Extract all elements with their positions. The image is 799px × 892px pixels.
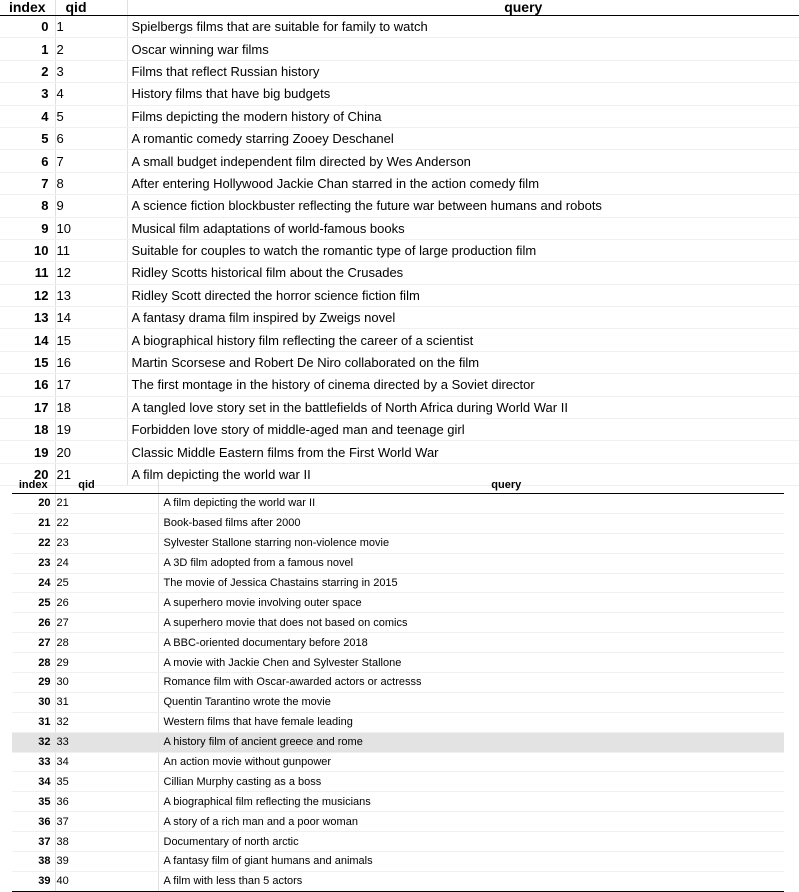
row-index: 6 <box>0 150 55 172</box>
row-index: 19 <box>0 441 55 463</box>
row-query: Documentary of north arctic <box>158 832 784 852</box>
row-index: 39 <box>12 871 55 891</box>
table-row <box>0 60 799 82</box>
row-index: 13 <box>0 307 55 329</box>
row-qid: 26 <box>55 593 158 613</box>
column-header-qid: qid <box>55 477 158 494</box>
table-row <box>0 172 799 194</box>
row-query: Films that reflect Russian history <box>127 60 799 82</box>
row-query: Films depicting the modern history of China <box>127 105 799 127</box>
row-index: 21 <box>12 513 55 533</box>
row-qid: 6 <box>55 127 127 149</box>
row-qid: 16 <box>55 351 127 373</box>
row-query: Book-based films after 2000 <box>158 513 784 533</box>
row-query: The first montage in the history of cinema directed by a Soviet director <box>127 374 799 396</box>
row-query: Oscar winning war films <box>127 38 799 60</box>
row-index: 7 <box>0 172 55 194</box>
row-qid: 1 <box>55 16 127 38</box>
row-qid: 34 <box>55 752 158 772</box>
row-query: Musical film adaptations of world-famous books <box>127 217 799 239</box>
row-query: A small budget independent film directed by Wes Anderson <box>127 150 799 172</box>
row-qid: 37 <box>55 812 158 832</box>
row-qid: 15 <box>55 329 127 351</box>
row-qid: 31 <box>55 692 158 712</box>
table-row <box>0 239 799 261</box>
row-qid: 35 <box>55 772 158 792</box>
table-row <box>12 573 784 593</box>
table-row <box>0 396 799 418</box>
row-query: A film with less than 5 actors <box>158 871 784 891</box>
row-index: 1 <box>0 38 55 60</box>
table-row <box>0 351 799 373</box>
header-row <box>0 0 799 16</box>
row-qid: 18 <box>55 396 127 418</box>
table-row <box>12 692 784 712</box>
column-header-query: query <box>158 477 784 494</box>
row-index: 17 <box>0 396 55 418</box>
row-index: 22 <box>12 533 55 553</box>
table-row <box>12 533 784 553</box>
row-qid: 24 <box>55 553 158 573</box>
table-row <box>12 871 784 891</box>
row-index: 26 <box>12 613 55 633</box>
row-query: A science fiction blockbuster reflecting the future war between humans and robots <box>127 195 799 217</box>
row-query: A film depicting the world war II <box>158 494 784 514</box>
table-row <box>0 284 799 306</box>
row-qid: 8 <box>55 172 127 194</box>
row-query: Spielbergs films that are suitable for family to watch <box>127 16 799 38</box>
table-row <box>12 553 784 573</box>
table-row <box>12 513 784 533</box>
row-qid: 30 <box>55 673 158 693</box>
row-query: A BBC-oriented documentary before 2018 <box>158 633 784 653</box>
row-index: 8 <box>0 195 55 217</box>
row-query: A movie with Jackie Chen and Sylvester Stallone <box>158 653 784 673</box>
row-index: 11 <box>0 262 55 284</box>
row-index: 36 <box>12 812 55 832</box>
row-index: 12 <box>0 284 55 306</box>
row-query: Classic Middle Eastern films from the First World War <box>127 441 799 463</box>
row-qid: 21 <box>55 463 127 485</box>
row-qid: 28 <box>55 633 158 653</box>
table-row <box>0 217 799 239</box>
row-qid: 27 <box>55 613 158 633</box>
row-index: 15 <box>0 351 55 373</box>
table-row <box>0 105 799 127</box>
row-index: 0 <box>0 16 55 38</box>
table-row <box>0 16 799 38</box>
table-row <box>0 83 799 105</box>
row-index: 4 <box>0 105 55 127</box>
row-index: 37 <box>12 832 55 852</box>
row-query: Ridley Scott directed the horror science fiction film <box>127 284 799 306</box>
table-row <box>12 593 784 613</box>
row-index: 5 <box>0 127 55 149</box>
row-index: 14 <box>0 329 55 351</box>
row-qid: 39 <box>55 852 158 872</box>
table-row <box>12 772 784 792</box>
row-query: A 3D film adopted from a famous novel <box>158 553 784 573</box>
row-qid: 9 <box>55 195 127 217</box>
table-row <box>12 712 784 732</box>
column-header-qid: qid <box>55 0 127 16</box>
row-query: The movie of Jessica Chastains starring in 2015 <box>158 573 784 593</box>
header-row <box>12 477 784 494</box>
row-query: After entering Hollywood Jackie Chan starred in the action comedy film <box>127 172 799 194</box>
column-header-index: index <box>0 0 55 16</box>
row-index: 3 <box>0 83 55 105</box>
row-index: 20 <box>0 463 55 485</box>
query-table-bottom <box>12 477 784 892</box>
table-row <box>12 812 784 832</box>
row-index: 25 <box>12 593 55 613</box>
table-row <box>0 150 799 172</box>
row-query: An action movie without gunpower <box>158 752 784 772</box>
row-qid: 11 <box>55 239 127 261</box>
table-row <box>12 752 784 772</box>
row-qid: 20 <box>55 441 127 463</box>
row-index: 10 <box>0 239 55 261</box>
row-index: 33 <box>12 752 55 772</box>
row-query: Forbidden love story of middle-aged man and teenage girl <box>127 419 799 441</box>
row-qid: 4 <box>55 83 127 105</box>
row-index: 30 <box>12 692 55 712</box>
column-header-query: query <box>127 0 799 16</box>
row-index: 29 <box>12 673 55 693</box>
table-row <box>0 307 799 329</box>
table-body <box>0 16 799 486</box>
table-row <box>0 195 799 217</box>
row-index: 23 <box>12 553 55 573</box>
row-qid: 2 <box>55 38 127 60</box>
row-qid: 19 <box>55 419 127 441</box>
row-index: 24 <box>12 573 55 593</box>
row-query: A superhero movie that does not based on comics <box>158 613 784 633</box>
row-query: Romance film with Oscar-awarded actors or actresss <box>158 673 784 693</box>
row-index: 18 <box>0 419 55 441</box>
row-query: A tangled love story set in the battlefields of North Africa during World War II <box>127 396 799 418</box>
table-row <box>0 441 799 463</box>
row-query: Western films that have female leading <box>158 712 784 732</box>
row-query: Quentin Tarantino wrote the movie <box>158 692 784 712</box>
row-query: Ridley Scotts historical film about the Crusades <box>127 262 799 284</box>
row-qid: 36 <box>55 792 158 812</box>
table-row <box>12 832 784 852</box>
row-index: 9 <box>0 217 55 239</box>
row-qid: 32 <box>55 712 158 732</box>
row-qid: 38 <box>55 832 158 852</box>
row-qid: 17 <box>55 374 127 396</box>
table-row <box>12 494 784 514</box>
table-row <box>0 374 799 396</box>
table-row <box>0 262 799 284</box>
row-index: 2 <box>0 60 55 82</box>
table-row <box>0 38 799 60</box>
column-header-index: index <box>12 477 55 494</box>
table-row <box>12 732 784 752</box>
table-row <box>12 792 784 812</box>
row-qid: 29 <box>55 653 158 673</box>
row-qid: 33 <box>55 732 158 752</box>
row-query: History films that have big budgets <box>127 83 799 105</box>
row-qid: 23 <box>55 533 158 553</box>
row-query: A story of a rich man and a poor woman <box>158 812 784 832</box>
table-row <box>0 329 799 351</box>
table-body <box>12 494 784 892</box>
table-row <box>12 673 784 693</box>
row-index: 28 <box>12 653 55 673</box>
row-qid: 13 <box>55 284 127 306</box>
row-qid: 7 <box>55 150 127 172</box>
table-row <box>12 613 784 633</box>
row-query: A fantasy drama film inspired by Zweigs novel <box>127 307 799 329</box>
row-index: 32 <box>12 732 55 752</box>
row-query: A history film of ancient greece and rome <box>158 732 784 752</box>
row-qid: 5 <box>55 105 127 127</box>
row-query: Cillian Murphy casting as a boss <box>158 772 784 792</box>
table-row <box>12 852 784 872</box>
row-query: Martin Scorsese and Robert De Niro collaborated on the film <box>127 351 799 373</box>
row-qid: 40 <box>55 871 158 891</box>
row-index: 34 <box>12 772 55 792</box>
row-index: 16 <box>0 374 55 396</box>
table-row <box>12 633 784 653</box>
row-query: A fantasy film of giant humans and animals <box>158 852 784 872</box>
row-query: Sylvester Stallone starring non-violence movie <box>158 533 784 553</box>
row-qid: 3 <box>55 60 127 82</box>
row-index: 35 <box>12 792 55 812</box>
row-qid: 12 <box>55 262 127 284</box>
row-qid: 14 <box>55 307 127 329</box>
row-query: A biographical history film reflecting the career of a scientist <box>127 329 799 351</box>
row-query: A romantic comedy starring Zooey Deschanel <box>127 127 799 149</box>
row-query: A superhero movie involving outer space <box>158 593 784 613</box>
row-qid: 22 <box>55 513 158 533</box>
table-row <box>0 127 799 149</box>
row-index: 27 <box>12 633 55 653</box>
table-row <box>0 419 799 441</box>
row-index: 20 <box>12 494 55 514</box>
row-qid: 21 <box>55 494 158 514</box>
table-row <box>12 653 784 673</box>
row-qid: 10 <box>55 217 127 239</box>
row-query: A biographical film reflecting the musicians <box>158 792 784 812</box>
row-query: Suitable for couples to watch the romantic type of large production film <box>127 239 799 261</box>
row-query: A film depicting the world war II <box>127 463 799 485</box>
row-qid: 25 <box>55 573 158 593</box>
row-index: 38 <box>12 852 55 872</box>
row-index: 31 <box>12 712 55 732</box>
